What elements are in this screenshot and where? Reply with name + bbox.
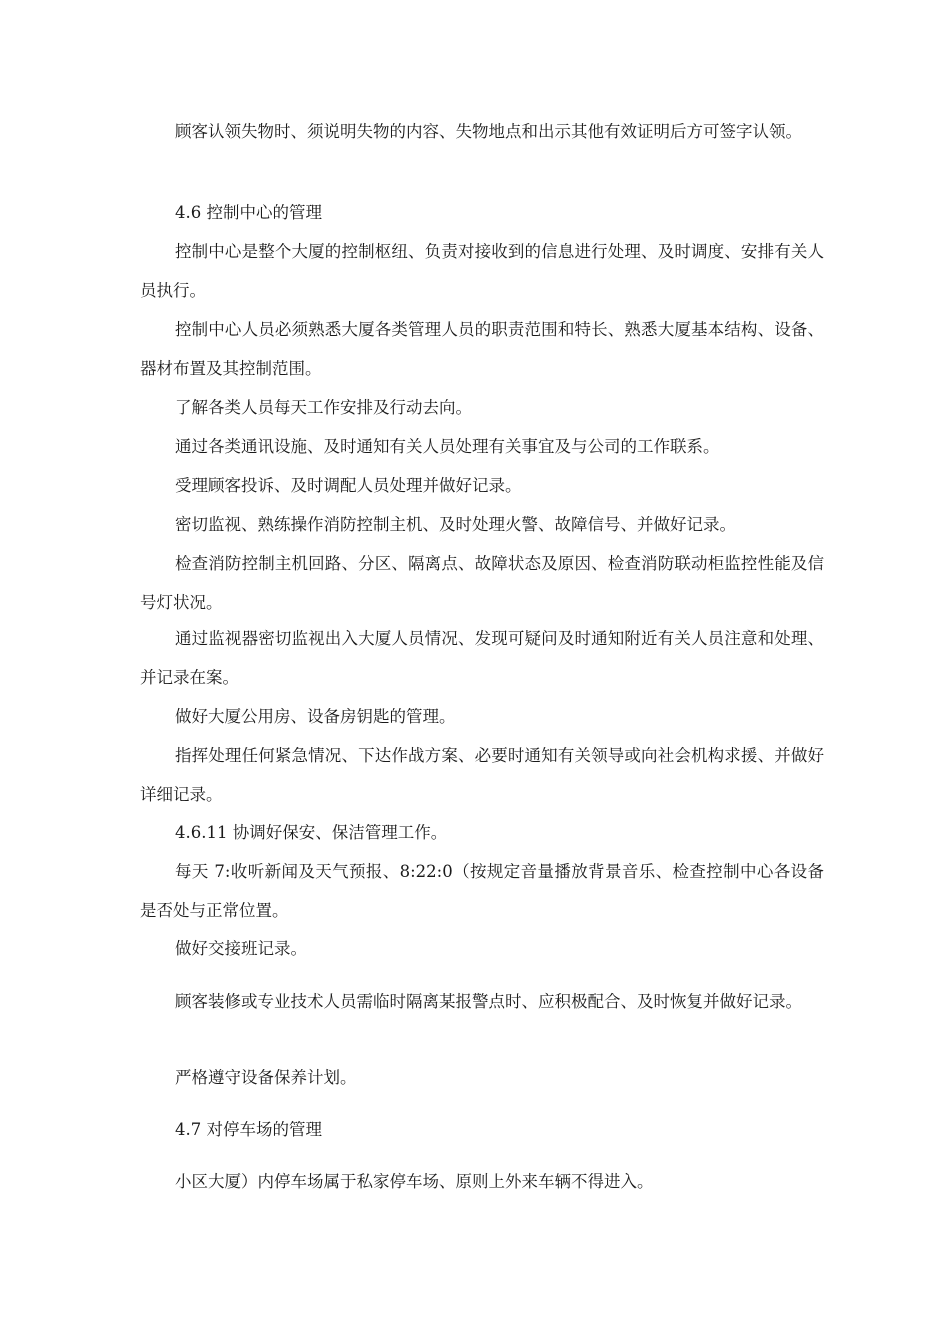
paragraph-staff-familiarity: 控制中心人员必须熟悉大厦各类管理人员的职责范围和特长、熟悉大厦基本结构、设备、器材布置及其控制范围。 — [140, 320, 824, 378]
paragraph-lost-item-claim: 顾客认领失物时、须说明失物的内容、失物地点和出示其他有效证明后方可签字认领。 — [175, 122, 802, 141]
paragraph-fire-monitoring: 密切监视、熟练操作消防控制主机、及时处理火警、故障信号、并做好记录。 — [175, 515, 736, 534]
paragraph-control-center-hub: 控制中心是整个大厦的控制枢纽、负责对接收到的信息进行处理、及时调度、安排有关人员执行。 — [140, 242, 824, 300]
paragraph-key-management: 做好大厦公用房、设备房钥匙的管理。 — [175, 707, 456, 726]
section-heading-4-7: 4.7 对停车场的管理 — [175, 1120, 322, 1139]
section-heading-4-6: 4.6 控制中心的管理 — [175, 203, 322, 222]
paragraph-maintenance-plan: 严格遵守设备保养计划。 — [175, 1068, 357, 1087]
paragraph-shift-handover: 做好交接班记录。 — [175, 939, 307, 958]
paragraph-complaints: 受理顾客投诉、及时调配人员处理并做好记录。 — [175, 476, 522, 495]
paragraph-alarm-isolation: 顾客装修或专业技术人员需临时隔离某报警点时、应积极配合、及时恢复并做好记录。 — [175, 992, 802, 1011]
paragraph-daily-routine: 每天 7:收听新闻及天气预报、8:22:0（按规定音量播放背景音乐、检查控制中心各设备是否处与正常位置。 — [140, 862, 824, 920]
paragraph-coordination: 4.6.11 协调好保安、保洁管理工作。 — [175, 823, 448, 842]
paragraph-private-parking: 小区大厦）内停车场属于私家停车场、原则上外来车辆不得进入。 — [175, 1172, 654, 1191]
paragraph-video-monitoring: 通过监视器密切监视出入大厦人员情况、发现可疑问及时通知附近有关人员注意和处理、并记录在案。 — [140, 629, 824, 687]
paragraph-emergency-command: 指挥处理任何紧急情况、下达作战方案、必要时通知有关领导或向社会机构求援、并做好详细记录。 — [140, 746, 824, 804]
paragraph-daily-schedule: 了解各类人员每天工作安排及行动去向。 — [175, 398, 472, 417]
paragraph-communication: 通过各类通讯设施、及时通知有关人员处理有关事宜及与公司的工作联系。 — [175, 437, 720, 456]
paragraph-fire-host-check: 检查消防控制主机回路、分区、隔离点、故障状态及原因、检查消防联动柜监控性能及信号灯状况。 — [140, 554, 824, 612]
